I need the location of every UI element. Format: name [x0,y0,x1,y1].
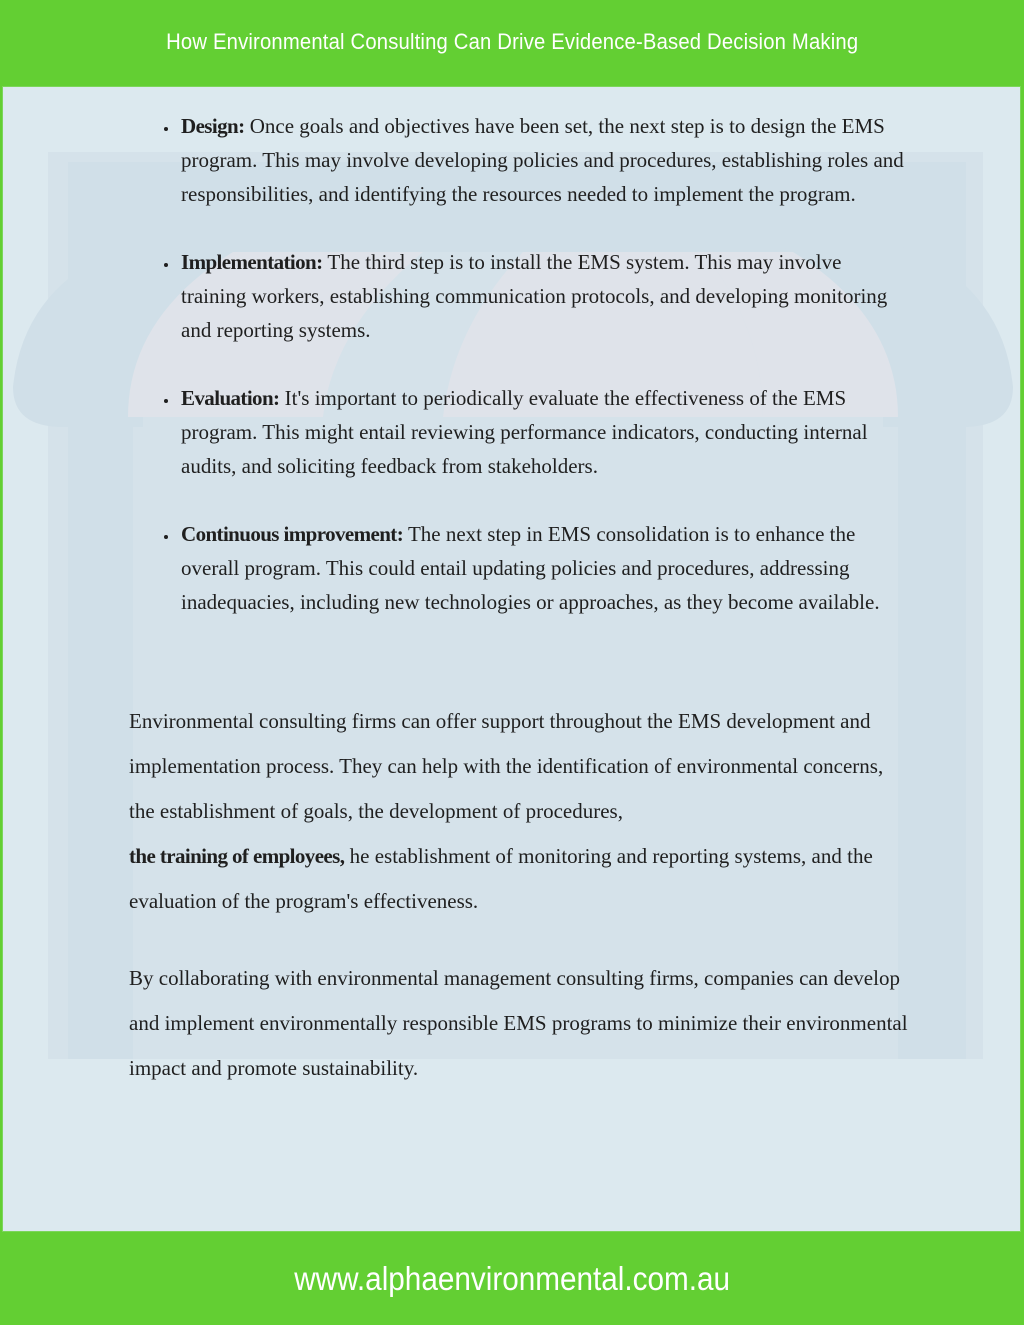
step-term: Continuous improvement: [181,522,404,546]
consulting-support-paragraph [129,699,909,924]
header-bar [0,0,1024,84]
step-text: It's important to periodically evaluate the effectiveness of the EMS program. This might entail reviewing performance indicators, conducting internal audits, and soliciting feedback from stakeholders. [181,386,868,478]
collaboration-paragraph: By collaborating with environmental management consulting firms, companies can develop and implement environmentally responsible EMS programs to minimize their environmental impact and promote sustainability. [129,966,908,1080]
list-item [179,517,909,619]
website-url: www.alphaenvironmental.com.au [294,1260,730,1297]
step-text: Once goals and objectives have been set, the next step is to design the EMS program. This may involve developing policies and procedures, establishing roles and responsibilities, and identifying the resources needed to implement the program. [181,114,904,206]
step-text: The third step is to install the EMS system. This may involve training workers, establishing communication protocols, and developing monitoring and reporting systems. [181,250,888,342]
paragraph-text: he establishment of monitoring and reporting systems, and the evaluation of the program's effectiveness. [129,844,873,913]
step-text: The next step in EMS consolidation is to enhance the overall program. This could entail updating policies and procedures, addressing inadequacies, including new technologies or approaches, as they become available. [181,522,880,614]
footer-bar [0,1233,1024,1325]
ems-steps-list [129,109,909,619]
step-term: Implementation: [181,250,323,274]
paragraph-text: Environmental consulting firms can offer support throughout the EMS development and implementation process. They can help with the identification of environmental concerns, the establishment of goals, the development of procedures, [129,709,884,823]
article-body [129,87,909,1080]
page-title: How Environmental Consulting Can Drive Evidence-Based Decision Making [165,29,859,54]
list-item [179,245,909,347]
step-term: Design: [181,114,245,138]
list-item [179,381,909,483]
content-panel [2,86,1021,1232]
step-term: Evaluation: [181,386,280,410]
training-of-employees-link[interactable]: the training of employees, [129,844,345,868]
list-item [179,109,909,211]
